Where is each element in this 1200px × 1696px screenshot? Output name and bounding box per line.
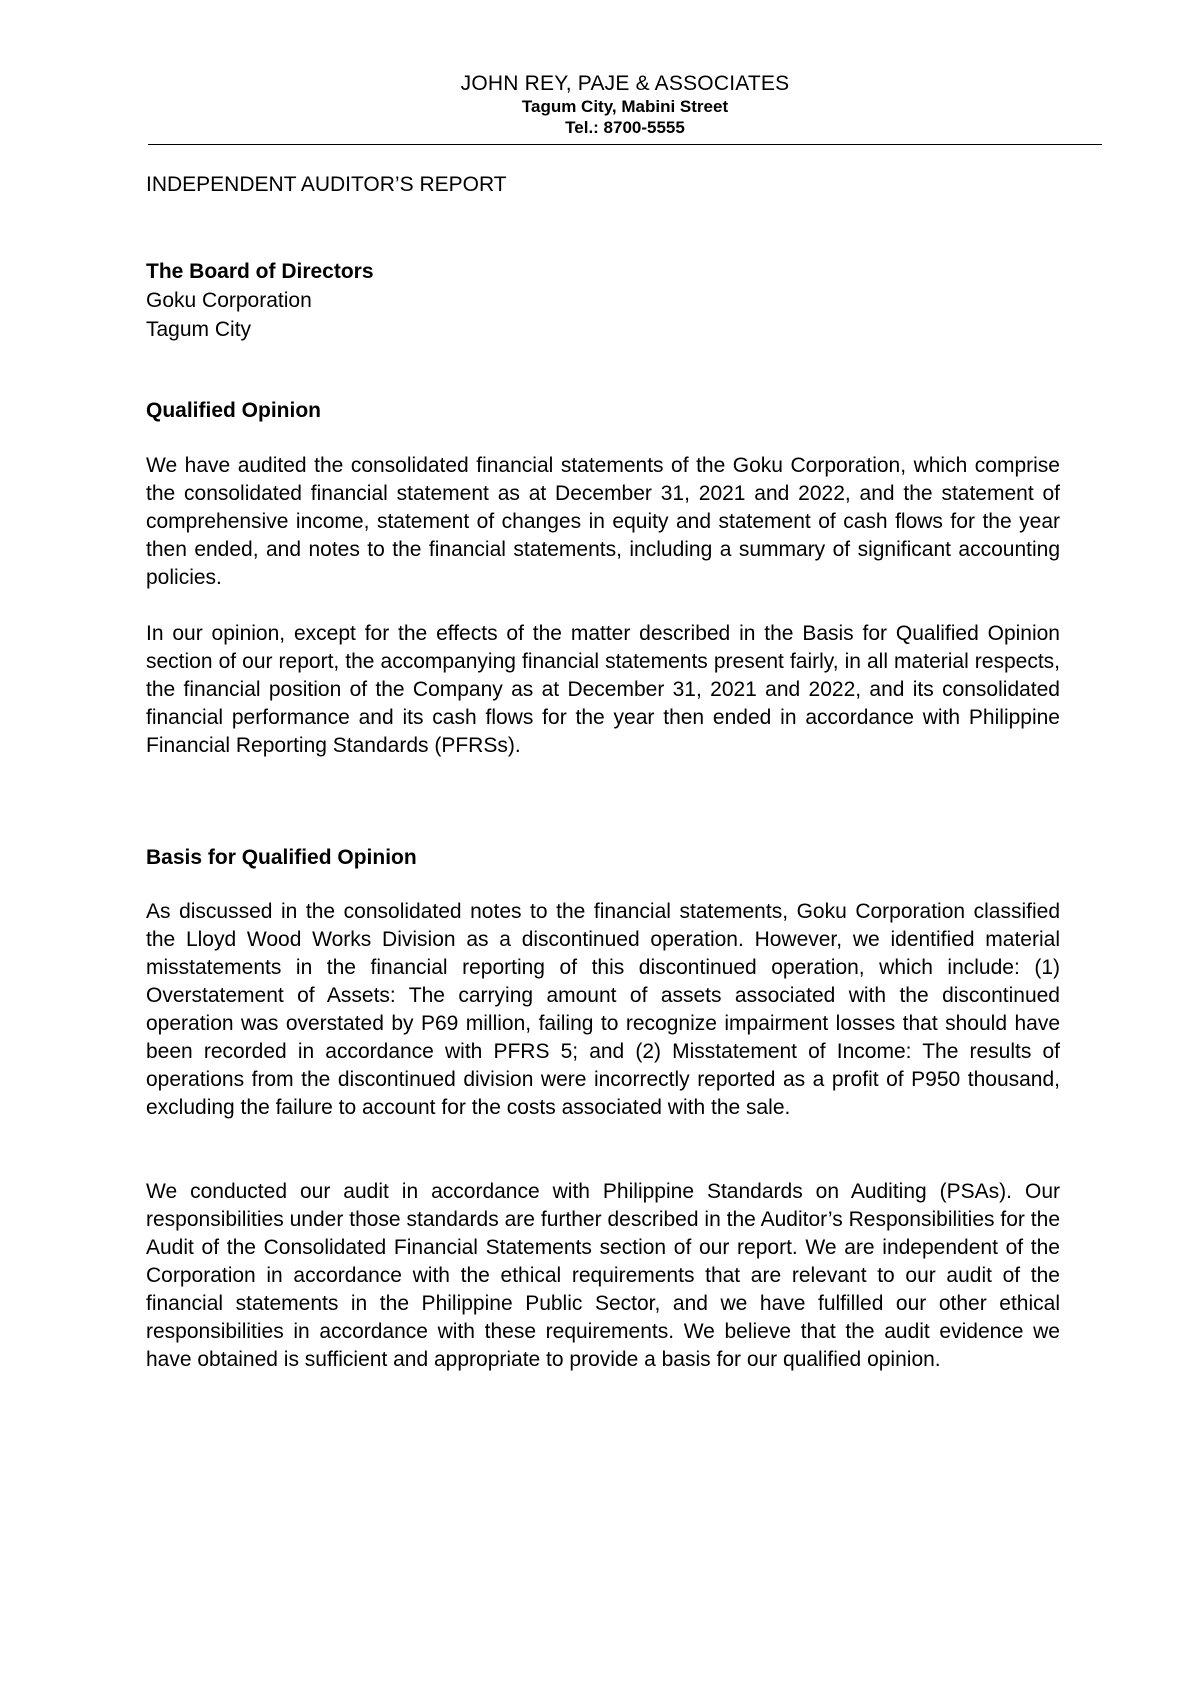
- letterhead-divider: [148, 144, 1102, 145]
- addressee-board: The Board of Directors: [146, 260, 374, 283]
- basis-paragraph-2-block: [146, 1178, 1060, 1374]
- basis-paragraph-1-block: [146, 898, 1060, 1122]
- addressee-company: Goku Corporation: [146, 289, 312, 312]
- letterhead: [148, 72, 1102, 138]
- addressee-block: [146, 257, 374, 344]
- firm-address: Tagum City, Mabini Street: [521, 97, 729, 116]
- qualified-opinion-paragraph-1-block: [146, 452, 1060, 592]
- firm-telephone: Tel.: 8700-5555: [565, 118, 685, 137]
- qualified-opinion-heading: Qualified Opinion: [146, 399, 321, 422]
- basis-for-qualified-opinion-heading: Basis for Qualified Opinion: [146, 846, 417, 869]
- addressee-city: Tagum City: [146, 318, 252, 341]
- report-title: INDEPENDENT AUDITOR’S REPORT: [146, 173, 507, 196]
- qualified-opinion-paragraph-2-block: [146, 620, 1060, 760]
- qualified-opinion-paragraph: In our opinion, except for the effects of the matter described in the Basis for Qualified Opinion section of our report, the accompanying financial statements present fairly, in all material respects, the financial position of the Company as at December 31, 2021 and 2022, and its consolidated financial performance and its cash flows for the year then ended in accordance with Philippine Financial Reporting Standards (PFRSs).: [146, 622, 1060, 757]
- firm-name: JOHN REY, PAJE & ASSOCIATES: [460, 72, 790, 95]
- basis-paragraph: We conducted our audit in accordance with Philippine Standards on Auditing (PSAs). Our responsibilities under those standards are further described in the Auditor’s Responsibilities for the Audit of the Consolidated Financial Statements section of our report. We are independent of the Corporation in accordance with the ethical requirements that are relevant to our audit of the financial statements in the Philippine Public Sector, and we have fulfilled our other ethical responsibilities in accordance with these requirements. We believe that the audit evidence we have obtained is sufficient and appropriate to provide a basis for our qualified opinion.: [146, 1180, 1060, 1371]
- qualified-opinion-paragraph: We have audited the consolidated financial statements of the Goku Corporation, which comprise the consolidated financial statement as at December 31, 2021 and 2022, and the statement of comprehensive income, statement of changes in equity and statement of cash flows for the year then ended, and notes to the financial statements, including a summary of significant accounting policies.: [146, 454, 1060, 589]
- basis-paragraph: As discussed in the consolidated notes to the financial statements, Goku Corporation classified the Lloyd Wood Works Division as a discontinued operation. However, we identified material misstatements in the financial reporting of this discontinued operation, which include: (1) Overstatement of Assets: The carrying amount of assets associated with the discontinued operation was overstated by P69 million, failing to recognize impairment losses that should have been recorded in accordance with PFRS 5; and (2) Misstatement of Income: The results of operations from the discontinued division were incorrectly reported as a profit of P950 thousand, excluding the failure to account for the costs associated with the sale.: [146, 900, 1060, 1119]
- qualified-opinion-heading-block: [146, 398, 1060, 424]
- basis-heading-block: [146, 845, 1060, 871]
